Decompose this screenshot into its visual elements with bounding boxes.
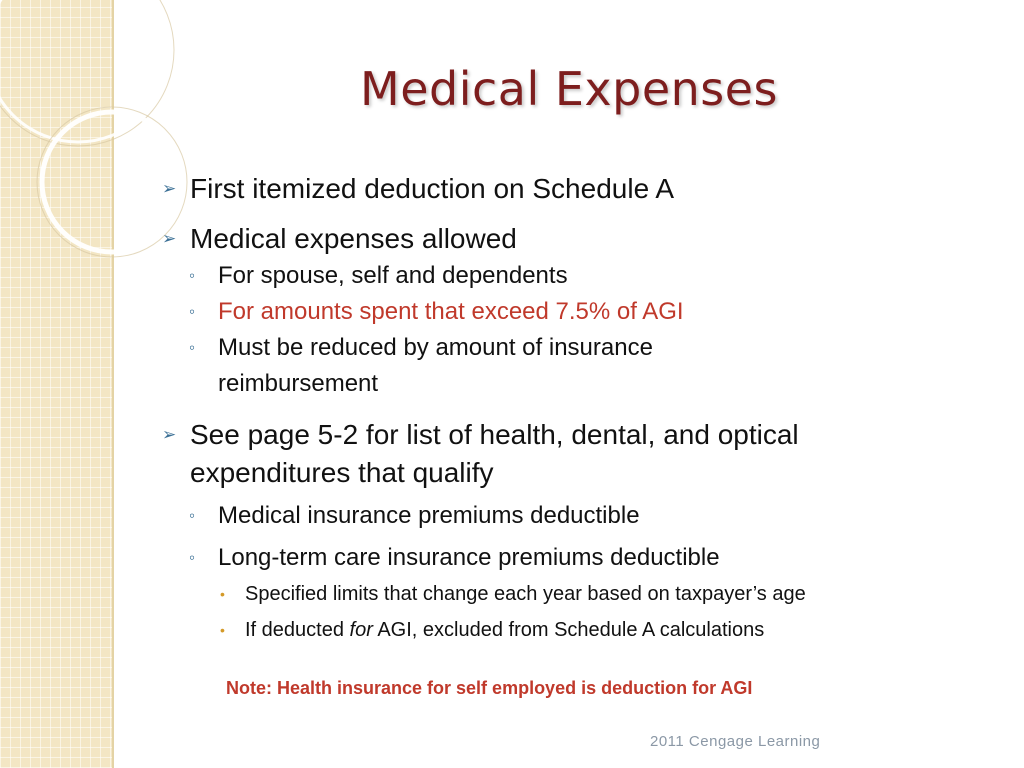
bullet-text: See page 5-2 for list of health, dental, and optical expenditures that qualify	[190, 419, 799, 488]
bullet-text: First itemized deduction on Schedule A	[190, 173, 675, 204]
footer-credit: 2011 Cengage Learning	[650, 733, 821, 750]
sub-bullet-text: Must be reduced by amount of insurance reimbursement	[218, 334, 653, 397]
arrow-bullet-icon: ➢	[162, 425, 177, 444]
bullet-item	[160, 170, 970, 208]
bullet-text: Medical expenses allowed	[190, 223, 517, 254]
sub-bullet-item-highlighted	[160, 294, 970, 330]
bullet-item	[160, 416, 950, 492]
note-text: Note: Health insurance for self employed is deduction for AGI	[226, 678, 753, 698]
dot-bullet-icon: •	[220, 586, 225, 602]
sub-sub-bullet-item	[160, 612, 970, 648]
sub-sub-bullet-text-post: AGI, excluded from Schedule A calculations	[372, 619, 765, 641]
circle-bullet-icon: ◦	[189, 266, 196, 285]
sub-bullet-text: For amounts spent that exceed 7.5% of AGI	[218, 298, 684, 325]
sub-sub-bullet-text-em: for	[349, 619, 373, 641]
sub-bullet-item	[160, 258, 970, 294]
circle-bullet-icon: ◦	[189, 506, 196, 525]
circle-bullet-icon: ◦	[189, 338, 196, 357]
dot-bullet-icon: •	[220, 622, 225, 638]
sub-bullet-item	[160, 330, 818, 402]
sub-bullet-item	[160, 540, 970, 576]
sub-bullet-text: For spouse, self and dependents	[218, 262, 568, 289]
sub-sub-bullet-text: Specified limits that change each year based on taxpayer’s age	[245, 583, 806, 605]
sub-bullet-text: Medical insurance premiums deductible	[218, 502, 640, 529]
sub-sub-bullet-text-pre: If deducted	[245, 619, 350, 641]
bullet-item	[160, 220, 970, 258]
arrow-bullet-icon: ➢	[162, 229, 177, 248]
sub-bullet-item	[160, 498, 970, 534]
slide-title: Medical Expenses	[360, 62, 779, 116]
bullet-list	[160, 170, 970, 648]
arrow-bullet-icon: ➢	[162, 179, 177, 198]
sub-bullet-text: Long-term care insurance premiums deductible	[218, 544, 720, 571]
circle-bullet-icon: ◦	[189, 302, 196, 321]
circle-bullet-icon: ◦	[189, 548, 196, 567]
decorative-rings-icon	[0, 0, 160, 260]
sub-sub-bullet-item	[160, 576, 970, 612]
